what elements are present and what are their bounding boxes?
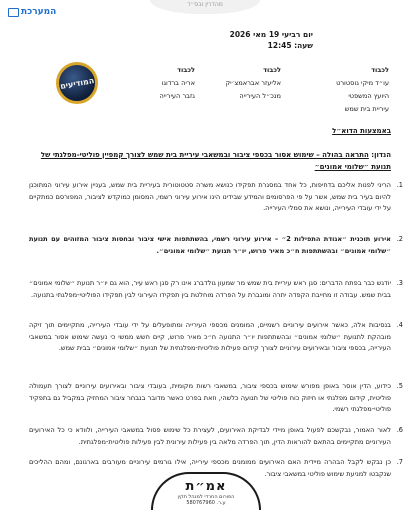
editorial-tag <box>8 7 56 17</box>
footer-seal-title: אמ״ת <box>185 479 227 494</box>
subject-prefix: הנדון: <box>371 151 391 159</box>
top-seal-text: מהדרין ובס״ד <box>187 1 223 8</box>
paragraph-number: 7. <box>396 458 403 466</box>
paragraph-text: כן נבקש לקבל הבהרה מיידית האם האירועים ממומנים מכספי עירייה, אילו גורמים עירוניים מעורבים בארגונם, ומהם ההליכים שנקבטו למניעת שימוש פוליטי במשאבי ציבור. <box>29 458 391 478</box>
footer-seal-line: ע.ר. 580767960 <box>186 500 226 506</box>
recipient-line: מנכ״ל העירייה <box>239 92 281 100</box>
paragraph-item <box>29 278 403 301</box>
recipient-col-3 <box>159 64 195 103</box>
logo-text: המודיעים <box>59 75 95 91</box>
paragraph-text: הריני לפנות אליכם בדחיפות, כל אחד במסגרת תפקידו כנושא משרה סטטוטורית בעיריית בית שמש, בעניין אירוע עירוני המתוכנן להיום בעיר בית שמש, אשר על פי הפרסומים והמידע שבידינו הינו אירוע עירוני רשמי, המסומן כמוקדש לציבור, המפורסם כמתקיים על ידי עובדי העירייה, ונושא את סמלי העירייה. <box>29 181 391 213</box>
paragraph-text: כידוע, הדין אוסר באופן מפורש שימוש בכספי ציבור, במשאבי רשות מקומית, בעובדי ציבור ובאירועים עירוניים לצורך תעמולה פוליטית, קידום מפלגתי או חיזוק כוח פוליטי של תנועה כלשהי, וזאת בפרט כאשר מדובר בנבחר ציבור המחזיק במקביל גם בתפקיד פוליטי-מפלגתי רשמי. <box>29 382 391 414</box>
recipient-line: אריה ברדוגו <box>161 79 195 87</box>
subject-text: התראה בהולה – שימוש אסור בכספי ציבור ובמשאבי עיריית בית שמש לצורך קמפיין פוליטי-מפלגתי של תנועת ״שלומי אמונים״ <box>40 151 391 171</box>
recipient-line: עיריית בית שמש <box>344 105 389 113</box>
delivery-method: באמצעות הדוא״ל <box>332 127 391 135</box>
paragraph-number: 2. <box>396 235 403 243</box>
paragraph-item <box>29 320 403 355</box>
paragraph-item <box>29 234 403 257</box>
paragraph-text: בנסיבות אלה, כאשר אירועים עירוניים רשמיים, המומנים מכספי העירייה ומתופעלים על ידי עובדי העירייה, מתקיימים תוך זיקה מובהקת לתנועת ״שלומי אמונים״ ובהשתתפות יו״ר התנועה ח״כ מאיר פרוש, קיים חשש ממשי כי נעשה שימוש אסור במשאבי העירייה, בכספי ציבור ובאירועים עירוניים לצורך קידום פעילות פוליטית-מפלגתית של תנועת ״שלומי אמונים״ בבית שמש. <box>29 321 391 353</box>
recipient-heading: לכבוד <box>263 66 281 74</box>
paragraph-item <box>29 180 403 215</box>
footer-seal-line: הפורום החרדי למנהל תקין <box>177 494 235 500</box>
paragraph-text: יודגש כבר בפתח הדברים: סגן ראש עיריית בית שמש מר שמעון גולדברג אינו רק סגן ראש עיר, הוא גם יו״ר תנועת ״שלומי אמונים״ בבית שמש. עבודה זו מחייבת הקפדה יתרה ומוגברת על הפרדה מוחלטת בין תפקידו העירוני לבין תפקידו הפוליטי-מפלגתי בתנועה. <box>29 279 391 299</box>
document-date: יום רביעי 19 מאי 2026 <box>229 30 313 39</box>
organization-logo <box>56 62 98 104</box>
recipient-col-2 <box>226 64 282 103</box>
editorial-label: המערכת <box>21 7 57 17</box>
paragraph-number: 6. <box>396 426 403 434</box>
paragraph-text: לאור האמור, נבקשכם לפעול באופן מיידי לבדיקת האירועים, לעצירת כל שימוש פסול במשאבי העירייה, ולוודא כי כל האירועים העירוניים מתקיימים בהתאם להוראות הדין, תוך הפרדה מלאה בין פעילות עירונית לבין פעילות פוליטית-מפלגתית. <box>29 426 391 446</box>
top-seal <box>150 0 260 14</box>
subject-line <box>21 149 391 173</box>
paragraph-item <box>29 381 403 416</box>
paragraph-number: 1. <box>396 181 403 189</box>
document-time: שעה: 12:45 <box>267 41 313 50</box>
recipient-line: עו״ד מיקי גוסטורט <box>336 79 389 87</box>
recipient-line: גזבר העירייה <box>159 92 195 100</box>
paragraph-item <box>29 425 403 448</box>
top-bar <box>0 0 413 22</box>
footer-seal <box>151 472 261 510</box>
paragraph-number: 4. <box>396 321 403 329</box>
recipient-heading: לכבוד <box>371 66 389 74</box>
paragraph-number: 3. <box>396 279 403 287</box>
recipient-line: היועץ המשפטי <box>348 92 389 100</box>
recipient-heading: לכבוד <box>177 66 195 74</box>
paragraph-text: אירוע תוכנית ״אגודת התפילות 2״ – אירוע עירוני רשמי, בהשתתפות אישי ציבור ובחסות ציבור המזוהים עם תנועת ״שלומי אמונים״ ובהשתתפות ח״כ מאיר פרוש, יו״ר תנועת ״שלומי אמונים״. <box>29 235 391 255</box>
paragraph-number: 5. <box>396 382 403 390</box>
editorial-icon <box>8 8 19 17</box>
recipient-line: אליעזר אבראמצ׳יק <box>225 79 281 87</box>
recipient-col-1 <box>336 64 389 116</box>
